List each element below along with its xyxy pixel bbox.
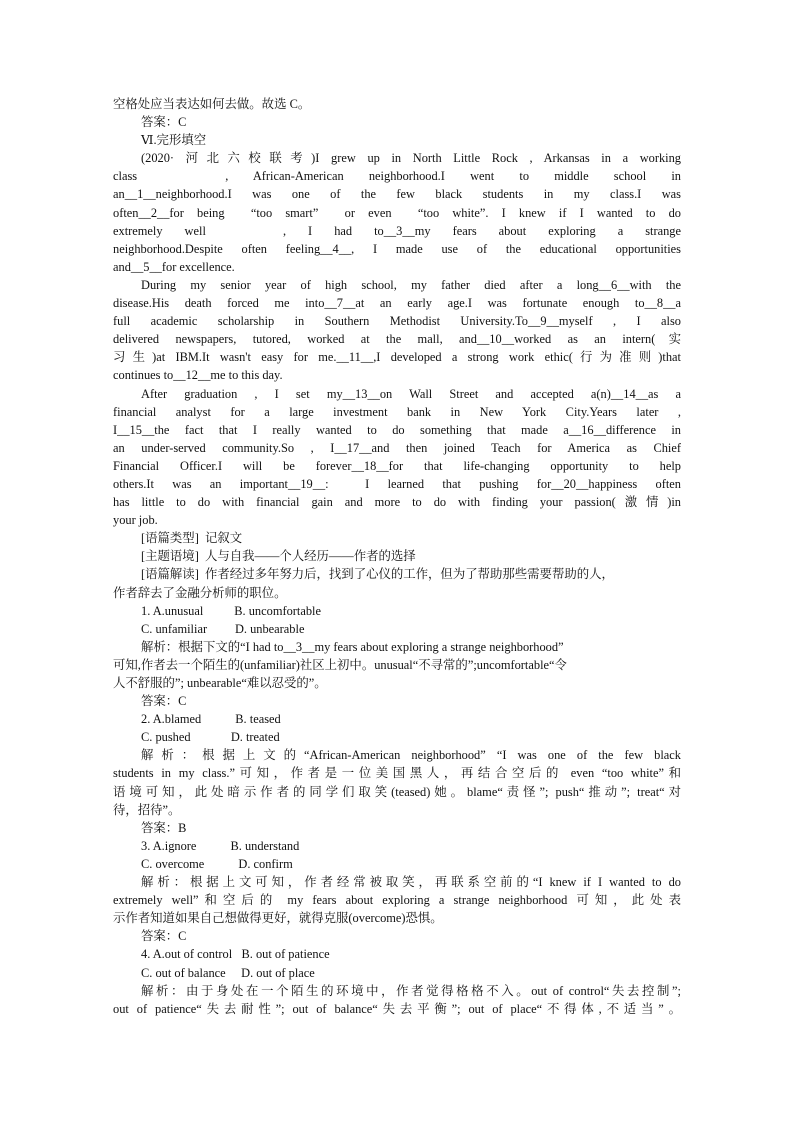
text-line: 语境可知，此处暗示作者的同学们取笑(teased)她。blame“责怪”; push“推动”; treat“对 [113, 784, 681, 799]
text-line: neighborhood.Despite often feeling__4__, I made use of the educational opportunities [113, 241, 681, 256]
text-line: out of patience“失去耐性”; out of balance“失去平衡”; out of place“不得体,不适当”。 [113, 1001, 681, 1016]
text-line: 可知,作者去一个陌生的(unfamiliar)社区上初中。unusual“不寻常的”;uncomfortable“令 [113, 657, 567, 672]
text-line: extremely well”和空后的 my fears about exploring a strange neighborhood 可知，此处表 [113, 893, 681, 908]
text-line: [主题语境] 人与自我——个人经历——作者的选择 [141, 549, 416, 564]
text-line: 1. A.unusual B. uncomfortable [141, 603, 321, 618]
text-line: often__2__for being “too smart” or even “too white”. I knew if I wanted to do [113, 205, 681, 220]
text-line: During my senior year of high school, my father died after a long__6__with the [141, 277, 681, 292]
text-line: an__1__neighborhood.I was one of the few black students in my class.I was [113, 187, 681, 202]
text-line: [语篇类型] 记叙文 [141, 531, 243, 546]
text-line: others.It was an important__19__: I learned that pushing for__20__happiness often [113, 476, 681, 491]
text-line: 解析：由于身处在一个陌生的环境中，作者觉得格格不入。out of control“失去控制”; [141, 983, 681, 998]
text-line: 作者辞去了金融分析师的职位。 [113, 585, 287, 600]
document-body [113, 95, 681, 1018]
text-line: 3. A.ignore B. understand [141, 838, 300, 853]
text-line: 2. A.blamed B. teased [141, 712, 281, 727]
text-line: extremely well , I had to__3__my fears about exploring a strange [113, 223, 681, 238]
text-line: continues to__12__me to this day. [113, 368, 283, 383]
text-line: 习生)at IBM.It wasn't easy for me.__11__,I developed a strong work ethic(行为准则)that [113, 350, 681, 365]
text-line: 示作者知道如果自己想做得更好，就得克服(overcome)恐惧。 [113, 911, 443, 926]
text-line: C. out of balance D. out of place [141, 965, 315, 980]
text-line: 答案：C [141, 694, 187, 709]
text-line: students in my class.”可知，作者是一位美国黑人，再结合空后的 even “too white”和 [113, 766, 681, 781]
text-line: 答案：C [141, 115, 187, 130]
text-line: Ⅵ.完形填空 [141, 133, 207, 148]
text-line: disease.His death forced me into__7__at an early age.I was fortunate enough to__8__a [113, 296, 681, 311]
text-line: C. unfamiliar D. unbearable [141, 621, 305, 636]
text-line: and__5__for excellence. [113, 259, 235, 274]
text-line: financial analyst for a large investment bank in New York City.Years later , [113, 404, 681, 419]
text-line: delivered newspapers, tutored, worked at the mall, and__10__worked as an intern(实 [113, 332, 681, 347]
text-line: an under-served community.So , I__17__and then joined Teach for America as Chief [113, 440, 681, 455]
text-line: 人不舒服的”; unbearable“难以忍受的”。 [113, 676, 327, 690]
text-line: class , African-American neighborhood.I went to middle school in [113, 169, 681, 184]
text-line: C. overcome D. confirm [141, 856, 293, 871]
text-line: 答案：C [141, 929, 187, 944]
text-line: 解析：根据上文的“African-American neighborhood” “I was one of the few black [141, 748, 681, 763]
document-page [113, 95, 681, 1018]
text-line: After graduation , I set my__13__on Wall Street and accepted a(n)__14__as a [141, 386, 681, 401]
text-line: 解析：根据下文的“I had to__3__my fears about exploring a strange neighborhood” [141, 639, 564, 654]
text-line: full academic scholarship in Southern Methodist University.To__9__myself , I also [113, 314, 681, 329]
text-line: 解析：根据上文可知，作者经常被取笑，再联系空前的“I knew if I wanted to do [141, 875, 681, 890]
text-line: [语篇解读] 作者经过多年努力后，找到了心仪的工作，但为了帮助那些需要帮助的人， [141, 567, 614, 582]
text-line: 待，招待”。 [113, 802, 181, 817]
text-line: (2020· 河北六校联考)I grew up in North Little Rock , Arkansas in a working [141, 151, 681, 166]
text-line: has little to do with financial gain and more to do with finding your passion(激情)in [113, 495, 681, 510]
text-line: C. pushed D. treated [141, 730, 280, 745]
text-line: your job. [113, 513, 158, 528]
text-line: 答案：B [141, 820, 187, 835]
text-line: Financial Officer.I will be forever__18__for that life-changing opportunity to help [113, 458, 681, 473]
text-line: I__15__the fact that I really wanted to do something that made a__16__difference in [113, 422, 681, 437]
text-line: 空格处应当表达如何去做。故选 C。 [113, 97, 311, 111]
text-line: 4. A.out of control B. out of patience [141, 947, 330, 962]
